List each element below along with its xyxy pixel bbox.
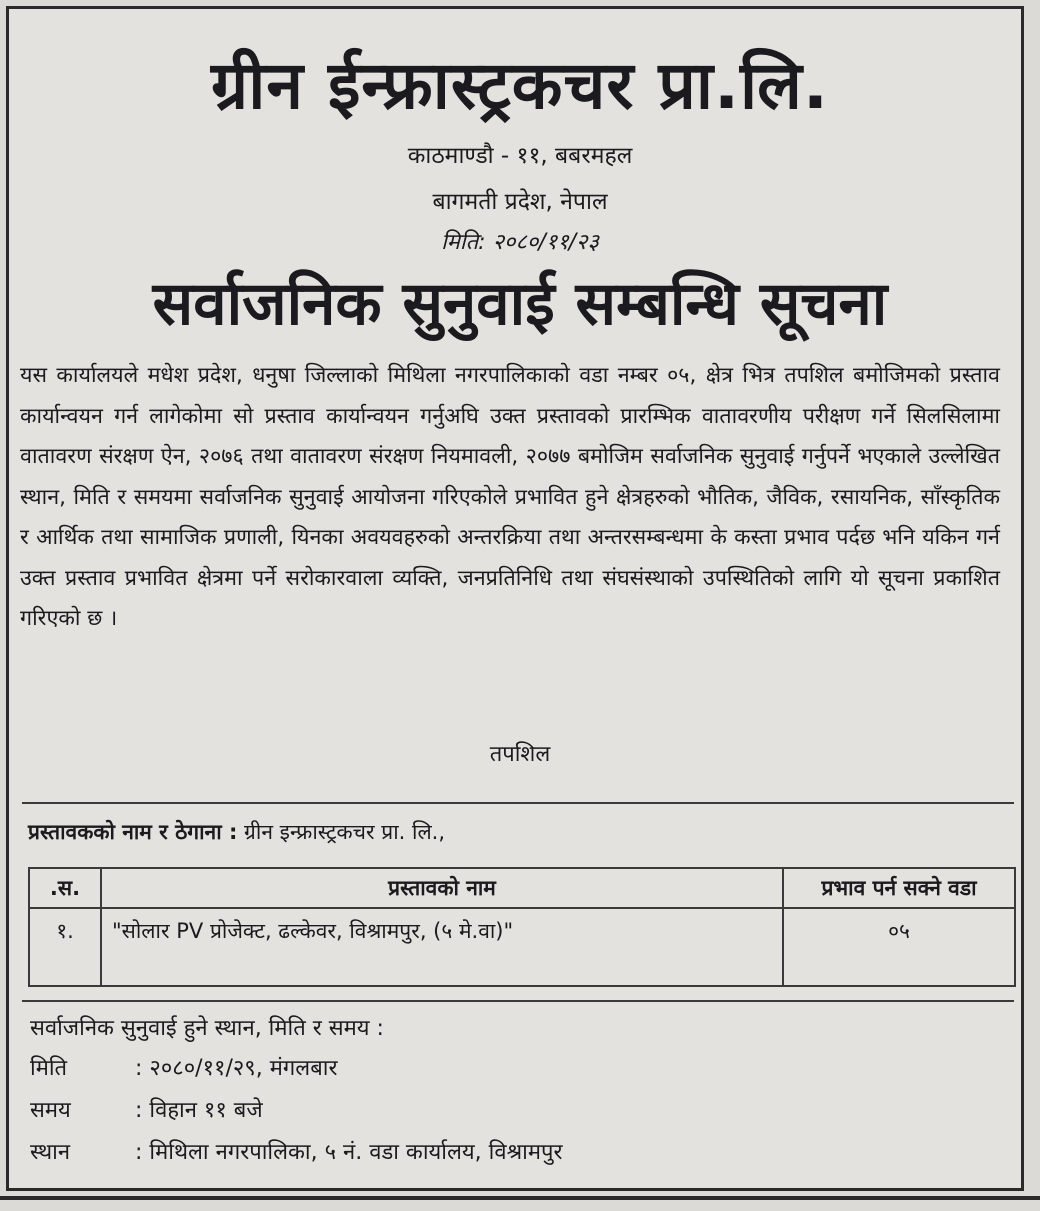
col-serial: .स. xyxy=(29,868,101,908)
proposer-label: प्रस्तावकको नाम र ठेगाना : xyxy=(28,820,238,844)
cell-ward: ०५ xyxy=(783,908,1015,986)
company-name: ग्रीन ईन्फ्रास्ट्रकचर प्रा.लि. xyxy=(211,47,829,124)
details-heading: तपशिल xyxy=(489,742,551,767)
proposer-line xyxy=(28,818,445,846)
notice-date: मिति: २०८०/११/२३ xyxy=(441,230,599,255)
table-header-row xyxy=(29,868,1015,908)
divider xyxy=(22,1000,1014,1002)
address-line-1: काठमाण्डौ - ११, बबरमहल xyxy=(407,143,633,169)
table-row xyxy=(29,908,1015,986)
col-ward: प्रभाव पर्न सक्ने वडा xyxy=(783,868,1015,908)
project-table xyxy=(28,867,1016,987)
hearing-place-row xyxy=(30,1136,563,1166)
address-line-2: बागमती प्रदेश, नेपाल xyxy=(432,189,608,215)
cell-project-name: "सोलार PV प्रोजेक्ट, ढल्केवर, विश्रामपुर, (५ मे.वा)" xyxy=(101,908,783,986)
hearing-time-label: समय xyxy=(30,1098,71,1123)
divider xyxy=(22,802,1014,804)
notice-title: सर्वाजनिक सुनुवाई सम्बन्धि सूचना xyxy=(152,269,888,339)
bottom-border xyxy=(0,1196,1040,1200)
hearing-date-value: : २०८०/११/२९, मंगलबार xyxy=(135,1056,338,1081)
hearing-date-row xyxy=(30,1052,337,1082)
notice-body: यस कार्यालयले मधेश प्रदेश, धनुषा जिल्लाको मिथिला नगरपालिकाको वडा नम्बर ०५, क्षेत्र भित्र तपशिल बमोजिमको प्रस्ताव कार्यान्वयन गर्न लागेकोमा सो प्रस्ताव कार्यान्वयन गर्नुअघि उक्त प्रस्तावको प्रारम्भिक वातावरणीय परीक्षण गर्ने सिलसिलामा वातावरण संरक्षण ऐन, २०७६ तथा वातावरण संरक्षण नियमावली, २०७७ बमोजिम सर्वाजनिक सुनुवाई गर्नुपर्ने भएकाले उल्लेखित स्थान, मिति र समयमा सर्वाजनिक सुनुवाई आयोजना गरिएकोले प्रभावित हुने क्षेत्रहरुको भौतिक, जैविक, रसायनिक, साँस्कृतिक र आर्थिक तथा सामाजिक प्रणाली, यिनका अवयवहरुको अन्तरक्रिया तथा अन्तरसम्बन्धमा के कस्ता प्रभाव पर्दछ भनि यकिन गर्न उक्त प्रस्ताव प्रभावित क्षेत्रमा पर्ने सरोकारवाला व्यक्ति, जनप्रतिनिधि तथा संघसंस्थाको उपस्थितिको लागि यो सूचना प्रकाशित गरिएको छ । xyxy=(20,363,1000,631)
proposer-value: ग्रीन इन्फ्रास्ट्रकचर प्रा. लि., xyxy=(244,820,446,844)
hearing-place-label: स्थान xyxy=(30,1140,71,1165)
hearing-title: सर्वाजनिक सुनुवाई हुने स्थान, मिति र समय : xyxy=(30,1016,384,1041)
hearing-time-value: : विहान ११ बजे xyxy=(135,1098,263,1123)
cell-serial: १. xyxy=(29,908,101,986)
hearing-date-label: मिति xyxy=(30,1056,68,1081)
col-project-name: प्रस्तावको नाम xyxy=(101,868,783,908)
hearing-place-value: : मिथिला नगरपालिका, ५ नं. वडा कार्यालय, विश्रामपुर xyxy=(135,1140,563,1165)
hearing-time-row xyxy=(30,1094,263,1124)
